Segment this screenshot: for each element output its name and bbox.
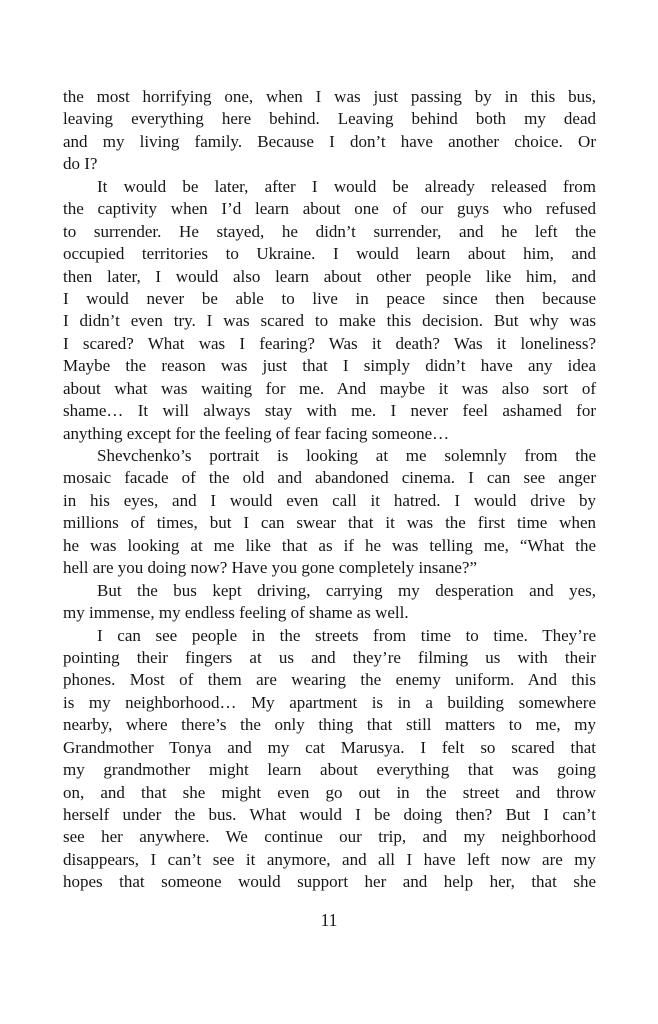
text-line: the captivity when I’d learn about one of our guys who refused	[63, 199, 596, 219]
page-text	[63, 86, 596, 894]
text-line: Grandmother Tonya and my cat Marusya. I felt so scared that	[63, 737, 596, 757]
text-line: the most horrifying one, when I was just passing by in this bus,	[63, 87, 596, 106]
text-line: Shevchenko’s portrait is looking at me solemnly from the	[97, 446, 596, 465]
text-line: Maybe the reason was just that I simply didn’t have any idea	[63, 356, 596, 376]
text-line: pointing their fingers at us and they’re filming us with their	[63, 647, 596, 667]
text-line: I would never be able to live in peace since then because	[63, 288, 596, 308]
text-line: shame… It will always stay with me. I never feel ashamed for	[63, 401, 596, 421]
text-line: my grandmother might learn about everything that was going	[63, 760, 596, 780]
text-line: is my neighborhood… My apartment is in a building somewhere	[63, 692, 596, 712]
text-line: see her anywhere. We continue our trip, and my neighborhood	[63, 827, 596, 847]
text-line: anything except for the feeling of fear facing someone…	[63, 423, 450, 443]
text-line: my immense, my endless feeling of shame as well.	[63, 603, 409, 623]
text-line: disappears, I can’t see it anymore, and all I have left now are my	[63, 849, 596, 869]
text-line: leaving everything here behind. Leaving behind both my dead	[63, 109, 596, 129]
text-line: But the bus kept driving, carrying my desperation and yes,	[97, 580, 596, 600]
text-line: It would be later, after I would be already released from	[97, 176, 596, 196]
paragraph	[63, 445, 596, 580]
text-line: I scared? What was I fearing? Was it death? Was it loneliness?	[63, 333, 596, 353]
text-line: mosaic facade of the old and abandoned cinema. I can see anger	[63, 468, 596, 488]
text-line: do I?	[63, 154, 98, 174]
text-line: millions of times, but I can swear that it was the first time when	[63, 513, 596, 533]
text-line: occupied territories to Ukraine. I would learn about him, and	[63, 244, 596, 264]
text-line: herself under the bus. What would I be doing then? But I can’t	[63, 805, 596, 824]
paragraph	[63, 625, 596, 894]
text-line: about what was waiting for me. And maybe it was also sort of	[63, 378, 596, 398]
paragraph	[63, 176, 596, 445]
text-line: hopes that someone would support her and help her, that she	[63, 872, 596, 892]
text-line: phones. Most of them are wearing the enemy uniform. And this	[63, 670, 596, 690]
paragraph	[63, 86, 596, 176]
text-line: I can see people in the streets from time to time. They’re	[97, 625, 596, 645]
text-line: to surrender. He stayed, he didn’t surrender, and he left the	[63, 221, 596, 241]
text-line: he was looking at me like that as if he was telling me, “What the	[63, 535, 596, 555]
paragraph	[63, 580, 596, 625]
text-line: I didn’t even try. I was scared to make this decision. But why was	[63, 311, 596, 331]
text-line: hell are you doing now? Have you gone completely insane?”	[63, 558, 478, 578]
text-line: on, and that she might even go out in the street and throw	[63, 782, 596, 802]
page-number: 11	[320, 910, 338, 930]
text-line: in his eyes, and I would even call it hatred. I would drive by	[63, 490, 596, 510]
text-line: then later, I would also learn about other people like him, and	[63, 266, 596, 286]
text-line: nearby, where there’s the only thing that still matters to me, my	[63, 715, 596, 735]
text-line: and my living family. Because I don’t have another choice. Or	[63, 131, 596, 151]
